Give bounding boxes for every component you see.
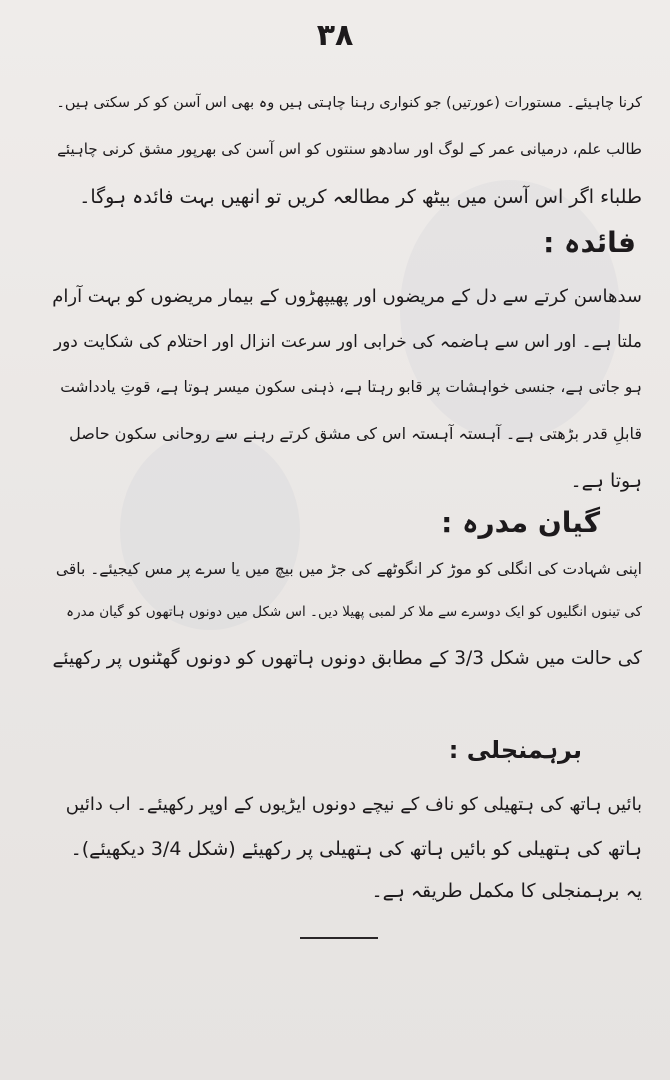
text-line: اپنی شہادت کی انگلی کو موڑ کر انگوٹھے کی جڑ میں بیچ میں یا سرے پر مس کیجیئے۔ باقی bbox=[55, 560, 642, 578]
text-line: سدھاسن کرتے سے دل کے مریضوں اور پھیپھڑوں کے بیمار مریضوں کو بہت آرام bbox=[52, 286, 642, 307]
text-line: ہاتھ کی ہتھیلی کو بائیں ہاتھ کی ہتھیلی پر رکھیئے (شکل 3/4 دیکھیئے)۔ bbox=[70, 838, 642, 860]
text-line: طالب علم، درمیانی عمر کے لوگ اور سادھو سنتوں کو اس آسن کی بھرپور مشق کرنی چاہیئے bbox=[57, 140, 642, 158]
text-line: قابلِ قدر بڑھتی ہے۔ آہستہ آہستہ اس کی مشق کرتے رہنے سے روحانی سکون حاصل bbox=[69, 424, 642, 443]
heading-brahmanjali: برہمنجلی : bbox=[448, 736, 582, 764]
text-line: طلباء اگر اس آسن میں بیٹھ کر مطالعہ کریں تو انھیں بہت فائدہ ہوگا۔ bbox=[79, 186, 642, 208]
text-line: کرنا چاہیئے۔ مستورات (عورتیں) جو کنواری رہنا چاہتی ہیں وہ بھی اس آسن کو کر سکتی ہیں۔ bbox=[56, 95, 642, 111]
heading-benefit: فائدہ : bbox=[543, 226, 636, 259]
bleed-through-figure bbox=[400, 180, 620, 440]
heading-gyan-mudra: گیان مدرہ : bbox=[441, 506, 600, 539]
page-number: ٣٨ bbox=[316, 18, 354, 53]
text-line: کی حالت میں شکل 3/3 کے مطابق دونوں ہاتھوں کو دونوں گھٹنوں پر رکھیئے bbox=[52, 648, 642, 669]
end-divider bbox=[300, 937, 378, 939]
text-line: ہوتا ہے۔ bbox=[570, 470, 642, 492]
text-line: کی تینوں انگلیوں کو ایک دوسرے سے ملا کر لمبی پھیلا دیں۔ اس شکل میں دونوں ہاتھوں کو گیان مدرہ bbox=[66, 604, 642, 620]
text-line: بائیں ہاتھ کی ہتھیلی کو ناف کے نیچے دونوں ایڑیوں کے اوپر رکھیئے۔ اب دائیں bbox=[65, 794, 642, 815]
text-line: یہ برہمنجلی کا مکمل طریقہ ہے۔ bbox=[371, 880, 642, 902]
text-line: ملتا ہے۔ اور اس سے ہاضمہ کی خرابی اور سرعت انزال اور احتلام کی شکایت دور bbox=[53, 332, 642, 352]
bleed-through-figure bbox=[120, 430, 300, 630]
text-line: ہو جاتی ہے، جنسی خواہشات پر قابو رہتا ہے، ذہنی سکون میسر ہوتا ہے، قوتِ یادداشت bbox=[60, 378, 642, 396]
